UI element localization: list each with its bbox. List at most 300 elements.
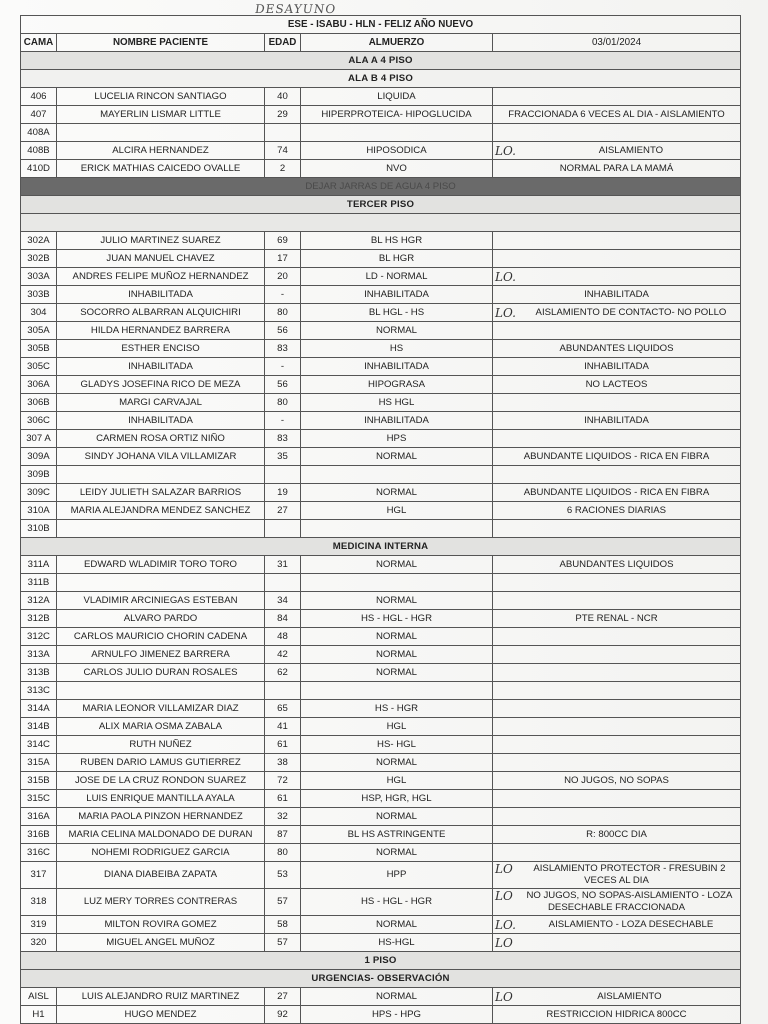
cell-nota <box>493 520 741 538</box>
section-row <box>21 952 741 970</box>
cell-nota <box>493 628 741 646</box>
cell-edad: 42 <box>265 646 301 664</box>
section-row <box>21 70 741 88</box>
cell-nota <box>493 808 741 826</box>
cell-nota <box>493 574 741 592</box>
cell-almuerzo: HIPERPROTEICA- HIPOGLUCIDA <box>301 106 493 124</box>
table-row <box>21 682 741 700</box>
table-row <box>21 808 741 826</box>
section-urgencias: URGENCIAS- OBSERVACIÓN <box>21 970 741 988</box>
cell-almuerzo: NORMAL <box>301 844 493 862</box>
handwritten-mark: LO <box>495 989 513 1004</box>
cell-nombre: MIGUEL ANGEL MUÑOZ <box>57 934 265 952</box>
cell-edad: 40 <box>265 88 301 106</box>
cell-edad: 57 <box>265 934 301 952</box>
cell-edad: 56 <box>265 376 301 394</box>
cell-almuerzo <box>301 520 493 538</box>
cell-almuerzo: BL HGL - HS <box>301 304 493 322</box>
cell-nota <box>493 448 741 466</box>
table-row <box>21 862 741 889</box>
cell-edad: 58 <box>265 916 301 934</box>
cell-nombre: ALIX MARIA OSMA ZABALA <box>57 718 265 736</box>
table-row <box>21 124 741 142</box>
cell-edad: 35 <box>265 448 301 466</box>
cell-almuerzo: HPS <box>301 430 493 448</box>
table-row <box>21 772 741 790</box>
cell-nombre: RUTH NUÑEZ <box>57 736 265 754</box>
cell-cama: AISL <box>21 988 57 1006</box>
cell-nota-text: NO JUGOS, NO SOPAS <box>564 774 669 786</box>
cell-cama: 305C <box>21 358 57 376</box>
cell-nombre: INHABILITADA <box>57 412 265 430</box>
table-row <box>21 268 741 286</box>
cell-edad: 31 <box>265 556 301 574</box>
cell-cama: 310B <box>21 520 57 538</box>
cell-almuerzo: HS HGL <box>301 394 493 412</box>
cell-edad <box>265 466 301 484</box>
cell-nota <box>493 358 741 376</box>
cell-edad <box>265 682 301 700</box>
table-row <box>21 376 741 394</box>
section-row <box>21 196 741 214</box>
cell-nota <box>493 340 741 358</box>
cell-edad: 74 <box>265 142 301 160</box>
table-row <box>21 160 741 178</box>
cell-cama: 306C <box>21 412 57 430</box>
cell-nombre: NOHEMI RODRIGUEZ GARCIA <box>57 844 265 862</box>
cell-nombre: RUBEN DARIO LAMUS GUTIERREZ <box>57 754 265 772</box>
cell-almuerzo: HGL <box>301 772 493 790</box>
cell-edad: 61 <box>265 790 301 808</box>
table-row <box>21 322 741 340</box>
cell-edad: - <box>265 412 301 430</box>
cell-nombre: MAYERLIN LISMAR LITTLE <box>57 106 265 124</box>
table-row <box>21 394 741 412</box>
cell-edad <box>265 124 301 142</box>
cell-nombre: CARLOS MAURICIO CHORIN CADENA <box>57 628 265 646</box>
cell-edad: 57 <box>265 889 301 916</box>
cell-almuerzo: NORMAL <box>301 322 493 340</box>
table-row <box>21 1006 741 1024</box>
cell-edad: 41 <box>265 718 301 736</box>
sheet-title: ESE - ISABU - HLN - FELIZ AÑO NUEVO <box>21 16 741 34</box>
cell-cama: 313C <box>21 682 57 700</box>
cell-nota <box>493 502 741 520</box>
cell-nota <box>493 988 741 1006</box>
cell-nombre: HILDA HERNANDEZ BARRERA <box>57 322 265 340</box>
cell-nota-text: INHABILITADA <box>584 288 649 300</box>
cell-almuerzo: HGL <box>301 502 493 520</box>
cell-cama: 306B <box>21 394 57 412</box>
cell-nota-text: FRACCIONADA 6 VECES AL DIA - AISLAMIENTO <box>508 108 725 120</box>
cell-edad: 19 <box>265 484 301 502</box>
table-row <box>21 592 741 610</box>
cell-nota-text: AISLAMIENTO <box>598 144 664 156</box>
cell-almuerzo: HS - HGL - HGR <box>301 610 493 628</box>
cell-almuerzo <box>301 574 493 592</box>
cell-almuerzo: BL HGR <box>301 250 493 268</box>
table-row <box>21 106 741 124</box>
cell-edad <box>265 520 301 538</box>
cell-nota <box>493 430 741 448</box>
cell-cama: 407 <box>21 106 57 124</box>
cell-cama: 315C <box>21 790 57 808</box>
handwritten-mark: LO <box>495 889 513 903</box>
section-ala-b: ALA B 4 PISO <box>21 70 741 88</box>
cell-nota <box>493 592 741 610</box>
cell-almuerzo: NORMAL <box>301 646 493 664</box>
cell-nombre <box>57 520 265 538</box>
blank-separator-row <box>21 214 741 232</box>
cell-cama: 314B <box>21 718 57 736</box>
cell-nota <box>493 916 741 934</box>
cell-cama: 316A <box>21 808 57 826</box>
cell-almuerzo: LD - NORMAL <box>301 268 493 286</box>
cell-almuerzo: HS-HGL <box>301 934 493 952</box>
cell-cama: 312C <box>21 628 57 646</box>
cell-edad: 2 <box>265 160 301 178</box>
cell-almuerzo: HIPOSODICA <box>301 142 493 160</box>
cell-nombre: HUGO MENDEZ <box>57 1006 265 1024</box>
cell-edad: 27 <box>265 988 301 1006</box>
cell-edad: 27 <box>265 502 301 520</box>
cell-cama: 317 <box>21 862 57 889</box>
cell-almuerzo: HGL <box>301 718 493 736</box>
cell-edad <box>265 574 301 592</box>
cell-nombre: LUCELIA RINCON SANTIAGO <box>57 88 265 106</box>
section-ala-a: ALA A 4 PISO <box>21 52 741 70</box>
cell-nota <box>493 160 741 178</box>
cell-cama: 406 <box>21 88 57 106</box>
cell-nota <box>493 484 741 502</box>
handwritten-mark: LO. <box>495 143 516 158</box>
cell-nombre <box>57 124 265 142</box>
table-row <box>21 520 741 538</box>
cell-nota-text: AISLAMIENTO - LOZA DESECHABLE <box>548 918 714 930</box>
cell-cama: 314C <box>21 736 57 754</box>
cell-almuerzo: HS <box>301 340 493 358</box>
cell-nombre: LUIS ALEJANDRO RUIZ MARTINEZ <box>57 988 265 1006</box>
cell-edad: 80 <box>265 844 301 862</box>
table-row <box>21 610 741 628</box>
cell-nombre <box>57 682 265 700</box>
cell-nota <box>493 772 741 790</box>
cell-nota <box>493 718 741 736</box>
cell-cama: 313A <box>21 646 57 664</box>
cell-edad: 84 <box>265 610 301 628</box>
patient-diet-table <box>20 15 741 1024</box>
table-body <box>21 52 741 1024</box>
cell-nota-text: AISLAMIENTO DE CONTACTO- NO POLLO <box>535 306 727 318</box>
cell-nota-text: INHABILITADA <box>584 414 649 426</box>
cell-nombre: MILTON ROVIRA GOMEZ <box>57 916 265 934</box>
cell-nota-text: NO LACTEOS <box>585 378 648 390</box>
cell-almuerzo: HS- HGL <box>301 736 493 754</box>
cell-nota <box>493 646 741 664</box>
cell-cama: 318 <box>21 889 57 916</box>
cell-nombre: ALVARO PARDO <box>57 610 265 628</box>
cell-edad: 87 <box>265 826 301 844</box>
table-row <box>21 232 741 250</box>
cell-nombre: ALCIRA HERNANDEZ <box>57 142 265 160</box>
cell-nota <box>493 394 741 412</box>
cell-edad: - <box>265 358 301 376</box>
table-row <box>21 484 741 502</box>
table-row <box>21 664 741 682</box>
cell-nombre: SINDY JOHANA VILA VILLAMIZAR <box>57 448 265 466</box>
col-header-cama: CAMA <box>21 34 57 52</box>
table-row <box>21 340 741 358</box>
cell-edad: 56 <box>265 322 301 340</box>
cell-almuerzo: HS - HGL - HGR <box>301 889 493 916</box>
col-header-almuerzo: ALMUERZO <box>301 34 493 52</box>
cell-cama: 312B <box>21 610 57 628</box>
col-header-edad: EDAD <box>265 34 301 52</box>
cell-edad: 92 <box>265 1006 301 1024</box>
cell-cama: 307 A <box>21 430 57 448</box>
handwritten-mark: LO <box>495 862 513 876</box>
cell-nota-text: ABUNDANTES LIQUIDOS <box>559 342 674 354</box>
cell-almuerzo: NORMAL <box>301 664 493 682</box>
table-row <box>21 889 741 916</box>
cell-cama: 305B <box>21 340 57 358</box>
cell-nombre: DIANA DIABEIBA ZAPATA <box>57 862 265 889</box>
cell-cama: 306A <box>21 376 57 394</box>
cell-nombre: MARIA CELINA MALDONADO DE DURAN <box>57 826 265 844</box>
cell-almuerzo: NORMAL <box>301 592 493 610</box>
cell-almuerzo: HSP, HGR, HGL <box>301 790 493 808</box>
cell-nota <box>493 790 741 808</box>
section-1-piso: 1 PISO <box>21 952 741 970</box>
cell-almuerzo: NORMAL <box>301 448 493 466</box>
cell-nombre: ERICK MATHIAS CAICEDO OVALLE <box>57 160 265 178</box>
table-row <box>21 250 741 268</box>
cell-nombre: CARMEN ROSA ORTIZ NIÑO <box>57 430 265 448</box>
cell-nota <box>493 106 741 124</box>
table-row <box>21 916 741 934</box>
cell-nota <box>493 250 741 268</box>
section-row <box>21 538 741 556</box>
table-row <box>21 142 741 160</box>
cell-nombre: MARIA LEONOR VILLAMIZAR DIAZ <box>57 700 265 718</box>
cell-cama: 305A <box>21 322 57 340</box>
handwritten-header-note: DESAYUNO <box>254 2 338 16</box>
cell-nota <box>493 142 741 160</box>
cell-nota <box>493 88 741 106</box>
table-row <box>21 646 741 664</box>
section-row <box>21 52 741 70</box>
cell-edad: 38 <box>265 754 301 772</box>
cell-nombre: JUAN MANUEL CHAVEZ <box>57 250 265 268</box>
cell-almuerzo: NORMAL <box>301 916 493 934</box>
cell-almuerzo <box>301 682 493 700</box>
cell-nombre: LUIS ENRIQUE MANTILLA AYALA <box>57 790 265 808</box>
cell-nota-text: R: 800CC DIA <box>586 828 647 840</box>
cell-nota-text: ABUNDANTES LIQUIDOS <box>559 558 674 570</box>
cell-nota <box>493 1006 741 1024</box>
cell-nombre: VLADIMIR ARCINIEGAS ESTEBAN <box>57 592 265 610</box>
cell-nota <box>493 304 741 322</box>
cell-nota <box>493 556 741 574</box>
cell-cama: 410D <box>21 160 57 178</box>
table-row <box>21 466 741 484</box>
cell-almuerzo: INHABILITADA <box>301 358 493 376</box>
cell-nota-text: ABUNDANTE LIQUIDOS - RICA EN FIBRA <box>523 486 710 498</box>
cell-cama: 311B <box>21 574 57 592</box>
cell-almuerzo: NORMAL <box>301 628 493 646</box>
handwritten-mark: LO. <box>495 269 516 284</box>
cell-cama: 311A <box>21 556 57 574</box>
cell-nota <box>493 232 741 250</box>
cell-edad: 34 <box>265 592 301 610</box>
table-row <box>21 628 741 646</box>
cell-nota <box>493 610 741 628</box>
cell-nota-text: NO JUGOS, NO SOPAS-AISLAMIENTO - LOZA DESECHABLE FRACCIONADA <box>526 890 733 913</box>
cell-almuerzo: HIPOGRASA <box>301 376 493 394</box>
cell-nota-text: 6 RACIONES DIARIAS <box>566 504 667 516</box>
cell-nota <box>493 844 741 862</box>
cell-cama: 309C <box>21 484 57 502</box>
section-row <box>21 178 741 196</box>
cell-nota <box>493 889 741 916</box>
cell-almuerzo: BL HS HGR <box>301 232 493 250</box>
section-tercer-piso: TERCER PISO <box>21 196 741 214</box>
section-row <box>21 214 741 232</box>
cell-nombre: LEIDY JULIETH SALAZAR BARRIOS <box>57 484 265 502</box>
cell-almuerzo: NORMAL <box>301 484 493 502</box>
cell-nota <box>493 268 741 286</box>
cell-nombre: ANDRES FELIPE MUÑOZ HERNANDEZ <box>57 268 265 286</box>
title-row <box>21 16 741 34</box>
cell-edad: 48 <box>265 628 301 646</box>
cell-nota <box>493 412 741 430</box>
column-header-row <box>21 34 741 52</box>
table-row <box>21 358 741 376</box>
cell-nota-text: RESTRICCION HIDRICA 800CC <box>546 1008 687 1020</box>
cell-almuerzo: HS - HGR <box>301 700 493 718</box>
col-header-nombre: NOMBRE PACIENTE <box>57 34 265 52</box>
cell-nombre <box>57 574 265 592</box>
cell-almuerzo: NORMAL <box>301 556 493 574</box>
cell-nota-text: AISLAMIENTO PROTECTOR - FRESUBIN 2 VECES AL DIA <box>533 863 726 886</box>
cell-nota <box>493 322 741 340</box>
cell-nombre: ESTHER ENCISO <box>57 340 265 358</box>
cell-cama: 312A <box>21 592 57 610</box>
section-row <box>21 970 741 988</box>
handwritten-mark: LO. <box>495 917 516 932</box>
cell-cama: 309A <box>21 448 57 466</box>
cell-cama: 302A <box>21 232 57 250</box>
table-row <box>21 718 741 736</box>
cell-nota-text: ABUNDANTE LIQUIDOS - RICA EN FIBRA <box>523 450 710 462</box>
cell-cama: H1 <box>21 1006 57 1024</box>
cell-cama: 303B <box>21 286 57 304</box>
table-row <box>21 286 741 304</box>
cell-nota <box>493 664 741 682</box>
table-row <box>21 574 741 592</box>
cell-cama: 310A <box>21 502 57 520</box>
cell-edad: 69 <box>265 232 301 250</box>
cell-nota <box>493 736 741 754</box>
table-row <box>21 736 741 754</box>
table-row <box>21 934 741 952</box>
cell-cama: 314A <box>21 700 57 718</box>
cell-nota <box>493 376 741 394</box>
cell-nota-text: NORMAL PARA LA MAMÁ <box>559 162 674 174</box>
cell-cama: 316B <box>21 826 57 844</box>
cell-nota-text: INHABILITADA <box>584 360 649 372</box>
table-row <box>21 844 741 862</box>
cell-edad: 29 <box>265 106 301 124</box>
cell-nota <box>493 934 741 952</box>
cell-nota <box>493 754 741 772</box>
cell-nombre: ARNULFO JIMENEZ BARRERA <box>57 646 265 664</box>
cell-almuerzo <box>301 124 493 142</box>
cell-nombre: INHABILITADA <box>57 358 265 376</box>
table-row <box>21 448 741 466</box>
cell-nota <box>493 700 741 718</box>
cell-almuerzo: NORMAL <box>301 754 493 772</box>
table-row <box>21 430 741 448</box>
cell-nota <box>493 466 741 484</box>
cell-almuerzo: INHABILITADA <box>301 286 493 304</box>
cell-edad: 80 <box>265 394 301 412</box>
table-row <box>21 826 741 844</box>
table-row <box>21 700 741 718</box>
cell-cama: 320 <box>21 934 57 952</box>
cell-edad: 62 <box>265 664 301 682</box>
table-row <box>21 88 741 106</box>
cell-nota <box>493 124 741 142</box>
cell-nombre: INHABILITADA <box>57 286 265 304</box>
cell-nombre: MARIA ALEJANDRA MENDEZ SANCHEZ <box>57 502 265 520</box>
cell-edad: 53 <box>265 862 301 889</box>
cell-nota <box>493 862 741 889</box>
cell-cama: 315B <box>21 772 57 790</box>
cell-nota-text: PTE RENAL - NCR <box>575 612 658 624</box>
cell-nota-text: AISLAMIENTO <box>597 990 662 1002</box>
cell-almuerzo: INHABILITADA <box>301 412 493 430</box>
cell-almuerzo: NORMAL <box>301 988 493 1006</box>
cell-nota <box>493 286 741 304</box>
cell-edad: 83 <box>265 340 301 358</box>
cell-almuerzo <box>301 466 493 484</box>
cell-nombre: MARIA PAOLA PINZON HERNANDEZ <box>57 808 265 826</box>
cell-nota <box>493 826 741 844</box>
cell-cama: 408B <box>21 142 57 160</box>
cell-cama: 313B <box>21 664 57 682</box>
cell-nombre <box>57 466 265 484</box>
cell-nombre: GLADYS JOSEFINA RICO DE MEZA <box>57 376 265 394</box>
handwritten-mark: LO. <box>495 305 516 320</box>
cell-almuerzo: BL HS ASTRINGENTE <box>301 826 493 844</box>
cell-cama: 315A <box>21 754 57 772</box>
cell-edad: 32 <box>265 808 301 826</box>
cell-cama: 304 <box>21 304 57 322</box>
cell-cama: 303A <box>21 268 57 286</box>
cell-edad: 80 <box>265 304 301 322</box>
cell-edad: 83 <box>265 430 301 448</box>
table-row <box>21 988 741 1006</box>
cell-nombre: SOCORRO ALBARRAN ALQUICHIRI <box>57 304 265 322</box>
cell-cama: 316C <box>21 844 57 862</box>
cell-almuerzo: LIQUIDA <box>301 88 493 106</box>
cell-cama: 408A <box>21 124 57 142</box>
cell-cama: 309B <box>21 466 57 484</box>
cell-cama: 302B <box>21 250 57 268</box>
cell-nombre: JULIO MARTINEZ SUAREZ <box>57 232 265 250</box>
cell-edad: 20 <box>265 268 301 286</box>
